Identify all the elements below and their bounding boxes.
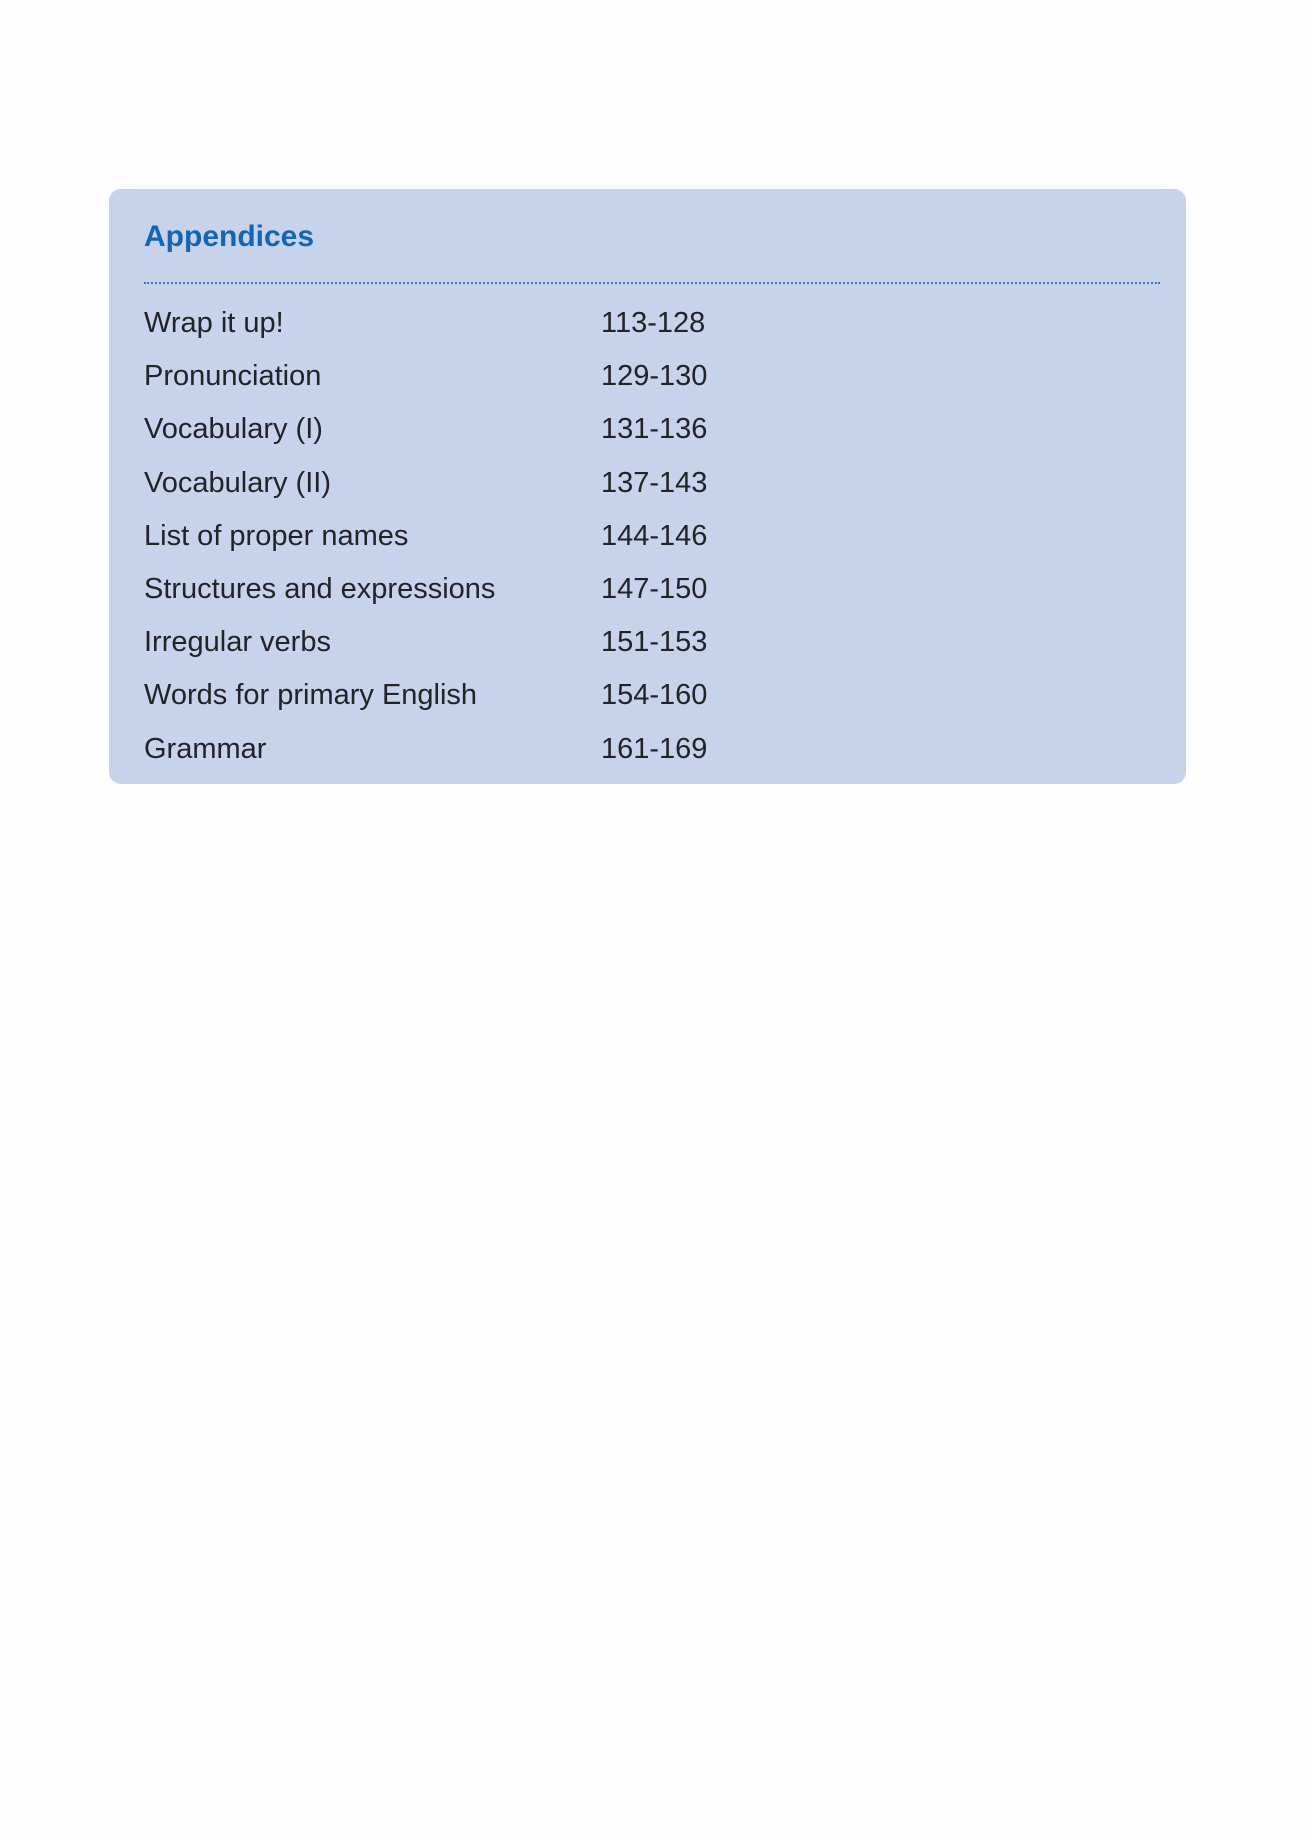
entry-pages: 137-143 <box>601 466 708 499</box>
entry-pages: 129-130 <box>601 360 708 393</box>
entry-pages: 161-169 <box>601 732 708 765</box>
list-item <box>144 669 707 722</box>
entry-pages: 113-128 <box>601 307 706 340</box>
dotted-divider <box>144 282 1160 284</box>
list-item <box>144 297 707 350</box>
list-item <box>144 616 707 669</box>
list-item <box>144 457 707 510</box>
entry-name: Vocabulary (I) <box>144 413 323 446</box>
list-item <box>144 563 707 616</box>
entry-name: Pronunciation <box>144 360 322 393</box>
appendices-panel <box>109 189 1186 784</box>
list-item <box>144 510 707 563</box>
entry-name: Irregular verbs <box>144 626 331 659</box>
entry-pages: 131-136 <box>601 413 708 446</box>
list-item <box>144 403 707 456</box>
list-item <box>144 723 707 776</box>
entry-name: Structures and expressions <box>144 573 496 606</box>
entry-name: Wrap it up! <box>144 307 284 340</box>
entry-name: Grammar <box>144 732 267 765</box>
entry-pages: 154-160 <box>601 679 708 712</box>
entry-pages: 147-150 <box>601 573 708 606</box>
list-item <box>144 350 707 403</box>
appendices-title: Appendices <box>144 220 315 253</box>
appendices-list <box>144 297 707 776</box>
entry-pages: 151-153 <box>601 626 708 659</box>
entry-name: Words for primary English <box>144 679 478 712</box>
entry-pages: 144-146 <box>601 519 708 552</box>
entry-name: List of proper names <box>144 519 409 552</box>
entry-name: Vocabulary (II) <box>144 466 331 499</box>
